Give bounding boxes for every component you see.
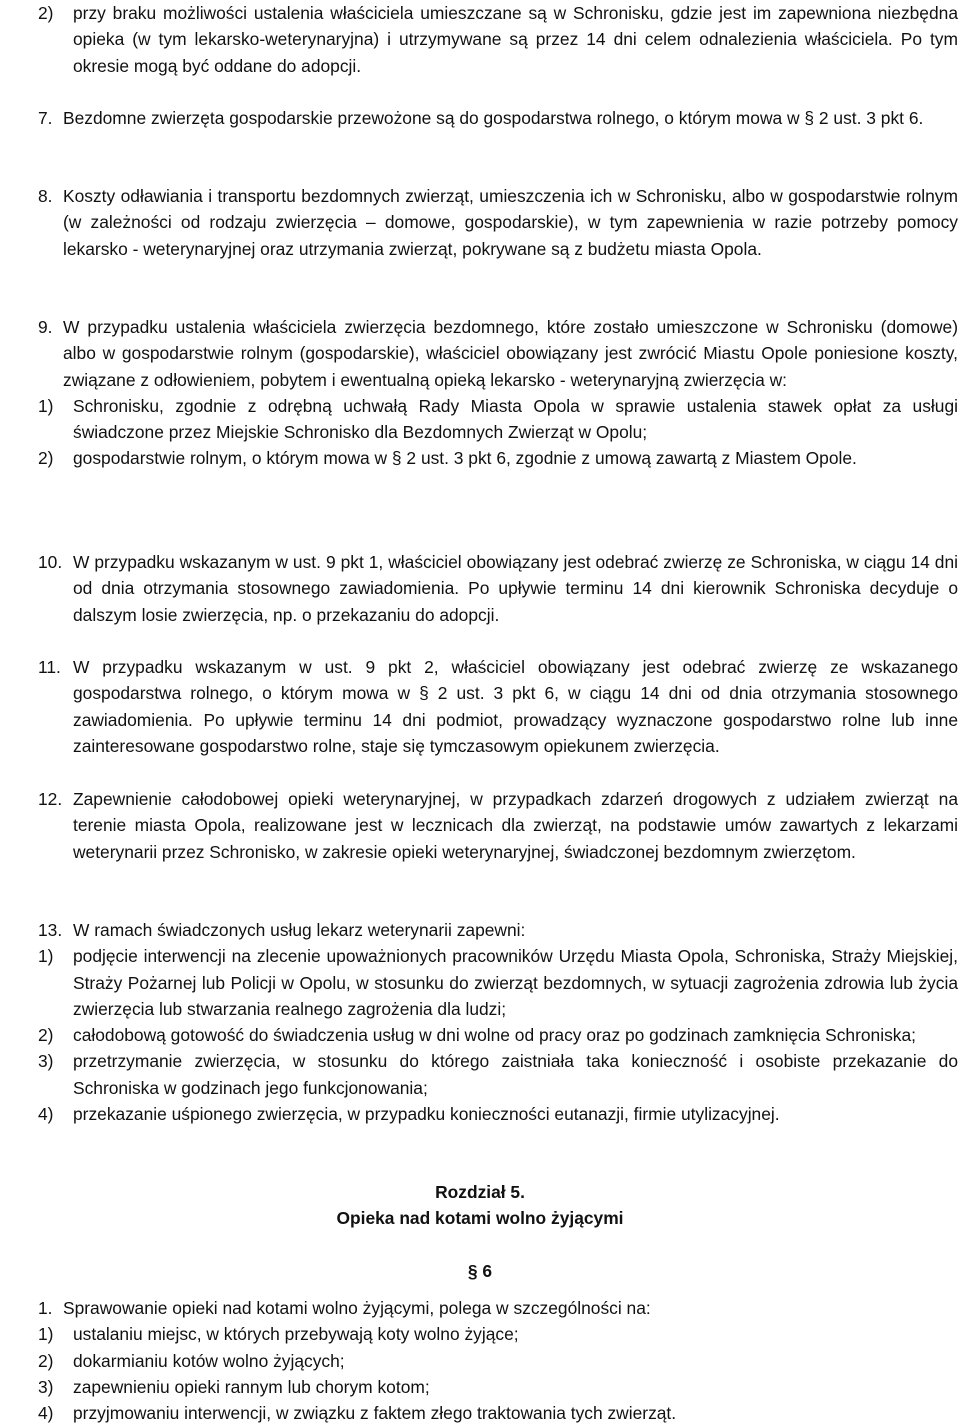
paragraph-text: Zapewnienie całodobowej opieki weterynaryjnej, w przypadkach zdarzeń drogowych z udziałem zwierząt na terenie miasta Opola, realizowane jest w lecznicach dla zwierząt, na podstawie umów zawartych z lekarzami weterynarii przez Schronisko, w zakresie opieki weterynaryjnej, świadczonej bezdomnym zwierzętom. [73, 789, 958, 862]
item-number: 1) [38, 946, 54, 967]
paragraph-number: 10. [38, 552, 63, 572]
list-item [38, 1022, 958, 1048]
item-text: przy braku możliwości ustalenia właściciela umieszczane są w Schronisku, gdzie jest im zapewniona niezbędna opieka (w tym lekarsko-weterynaryjna) i utrzymywane są przez 14 dni celem odnalezienia właściciela. Po tym okresie mogą być oddane do adopcji. [73, 3, 958, 76]
paragraph-number: 8. [38, 186, 53, 206]
list-item [38, 445, 958, 471]
list-item [38, 1101, 958, 1127]
item-text: całodobową gotowość do świadczenia usług w dni wolne od pracy oraz po godzinach zamknięcia Schroniska; [73, 1025, 916, 1046]
chapter-title: Opieka nad kotami wolno żyjącymi [336, 1208, 624, 1228]
paragraph-text: W przypadku ustalenia właściciela zwierzęcia bezdomnego, które zostało umieszczone w Schronisku (domowe) albo w gospodarstwie rolnym (gospodarskie), właściciel obowiązany jest zwrócić Miastu Opole poniesione koszty, związane z odłowieniem, pobytem i ewentualną opieką lekarsko - weterynaryjną zwierzęcia w: [63, 317, 958, 390]
paragraph-number: 9. [38, 317, 53, 337]
paragraph-text: Bezdomne zwierzęta gospodarskie przewożone są do gospodarstwa rolnego, o którym mowa w § 2 ust. 3 pkt 6. [63, 108, 924, 128]
paragraph-1 [38, 1295, 958, 1426]
list-item [38, 393, 958, 446]
list-item [38, 1400, 958, 1426]
item-text: przyjmowaniu interwencji, w związku z faktem złego traktowania tych zwierząt. [73, 1403, 677, 1424]
paragraph-number: 12. [38, 789, 63, 809]
item-number: 2) [38, 1350, 54, 1371]
paragraph-7 [38, 105, 958, 131]
item-text: podjęcie interwencji na zlecenie upoważnionych pracowników Urzędu Miasta Opola, Schroniska, Straży Miejskiej, Straży Pożarnej lub Policji w Opolu, w stosunku do zwierząt bezdomnych, w sytuacji zagrożenia zdrowia lub życia zwierzęcia lub stwarzania realnego zagrożenia dla ludzi; [73, 946, 958, 1019]
item-text: Schronisku, zgodnie z odrębną uchwałą Rady Miasta Opola w sprawie ustalenia stawek opłat za usługi świadczone przez Miejskie Schronisko dla Bezdomnych Zwierząt w Opolu; [73, 395, 958, 443]
paragraph-text: W przypadku wskazanym w ust. 9 pkt 1, właściciel obowiązany jest odebrać zwierzę ze Schroniska, w ciągu 14 dni od dnia otrzymania stosownego zawiadomienia. Po upływie terminu 14 dni kierownik Schroniska decyduje o dalszym losie zwierzęcia, np. o przekazaniu do adopcji. [73, 552, 958, 625]
paragraph-text: W ramach świadczonych usług lekarz weterynarii zapewni: [73, 920, 526, 940]
paragraph-9 [38, 314, 958, 472]
list-item [38, 943, 958, 1022]
item-number: 1) [38, 395, 54, 416]
section-paragraph-mark: § 6 [467, 1261, 493, 1281]
list-item [38, 1348, 958, 1374]
paragraph-8 [38, 183, 958, 262]
paragraph-13 [38, 917, 958, 1127]
item-text: dokarmianiu kotów wolno żyjących; [73, 1350, 345, 1371]
item-number: 2) [38, 448, 54, 469]
item-number: 4) [38, 1403, 54, 1424]
paragraph-text: Koszty odławiania i transportu bezdomnych zwierząt, umieszczenia ich w Schronisku, albo w gospodarstwie rolnym (w zależności od rodzaju zwierzęcia – domowe, gospodarskie), w tym zapewnienia w razie potrzeby pomocy lekarsko - weterynaryjnej oraz utrzymania zwierząt, pokrywane są z budżetu miasta Opola. [63, 186, 958, 259]
item-number: 1) [38, 1324, 54, 1345]
item-number: 4) [38, 1104, 54, 1125]
paragraph-text: Sprawowanie opieki nad kotami wolno żyjącymi, polega w szczególności na: [63, 1298, 651, 1318]
item-number: 2) [38, 1025, 54, 1046]
paragraph-10 [38, 549, 958, 628]
item-text: przekazanie uśpionego zwierzęcia, w przypadku konieczności eutanazji, firmie utylizacyjnej. [73, 1104, 780, 1125]
item-number: 2) [38, 3, 54, 23]
chapter-label: Rozdział 5. [435, 1182, 525, 1202]
paragraph-text: W przypadku wskazanym w ust. 9 pkt 2, właściciel obowiązany jest odebrać zwierzę ze wskazanego gospodarstwa rolnego, o którym mowa w § 2 ust. 3 pkt 6, w ciągu 14 dni od dnia otrzymania stosownego zawiadomienia. Po upływie terminu 14 dni podmiot, prowadzący wyznaczone gospodarstwo rolne lub inne zainteresowane gospodarstwo rolne, staje się tymczasowym opiekunem zwierzęcia. [73, 657, 958, 756]
item-number: 3) [38, 1376, 54, 1397]
list-item [38, 0, 958, 79]
list-item [38, 1048, 958, 1101]
item-text: ustalaniu miejsc, w których przebywają koty wolno żyjące; [73, 1324, 519, 1345]
paragraph-number: 11. [38, 657, 61, 677]
paragraph-12 [38, 786, 958, 865]
item-number: 3) [38, 1051, 54, 1072]
paragraph-11 [38, 654, 958, 759]
item-text: przetrzymanie zwierzęcia, w stosunku do którego zaistniała taka konieczność i osobiste przekazanie do Schroniska w godzinach jego funkcjonowania; [73, 1051, 958, 1098]
paragraph-number: 1. [38, 1298, 53, 1318]
list-item [38, 1321, 958, 1347]
paragraph-number: 13. [38, 920, 63, 940]
list-item [38, 1374, 958, 1400]
item-text: gospodarstwie rolnym, o którym mowa w § 2 ust. 3 pkt 6, zgodnie z umową zawartą z Miastem Opole. [73, 448, 857, 469]
paragraph-number: 7. [38, 108, 53, 128]
item-text: zapewnieniu opieki rannym lub chorym kotom; [73, 1376, 430, 1397]
